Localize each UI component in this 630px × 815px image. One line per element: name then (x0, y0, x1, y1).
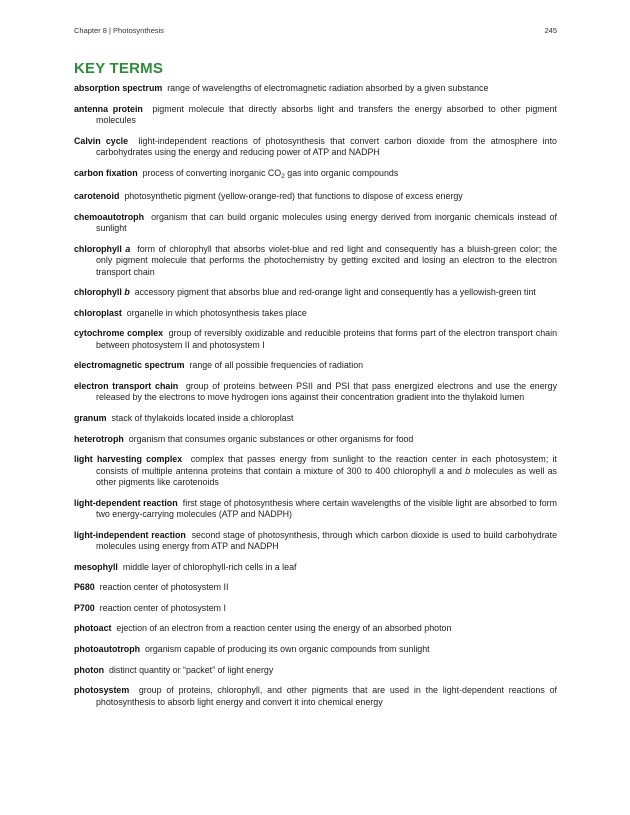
term-definition: photosynthetic pigment (yellow-orange-red) that functions to dispose of excess energy (124, 191, 463, 202)
term-name-italic: b (124, 287, 130, 298)
term-definition: group of proteins, chlorophyll, and other pigments that are used in the light-dependent reactions of photosynthesis to absorb light energy and convert it into chemical energy (96, 685, 557, 707)
term-definition: group of proteins between PSII and PSI that pass energized electrons and use the energy released by the electrons to move hydrogen ions against their concentration gradient into the thylakoid lumen (96, 380, 558, 403)
term-name: light harvesting complex (74, 454, 183, 465)
term-name: light-dependent reaction (74, 497, 178, 508)
chapter-title: Chapter 8 | Photosynthesis (74, 26, 164, 35)
term-name (74, 287, 130, 297)
subscript: 2 (281, 172, 285, 180)
term-name: Calvin cycle (74, 135, 129, 146)
term-electron-transport-chain (74, 381, 557, 404)
term-absorption-spectrum (74, 83, 557, 94)
term-carbon-fixation (74, 168, 557, 182)
key-terms-list (74, 83, 557, 717)
term-name: heterotroph (74, 433, 124, 444)
term-electromagnetic-spectrum (74, 360, 557, 371)
term-chlorophyll-a (74, 244, 557, 278)
term-antenna-protein (74, 104, 557, 127)
term-name-main: chlorophyll (74, 243, 122, 254)
term-name: P680 (74, 582, 95, 593)
term-carotenoid (74, 191, 557, 202)
term-photoautotroph (74, 644, 557, 655)
term-definition: light-independent reactions of photosynthesis that convert carbon dioxide from the atmosphere into carbohydrates using the energy and reducing power of ATP and NADPH (96, 135, 557, 157)
term-definition: pigment molecule that directly absorbs light and transfers the energy absorbed to other pigment molecules (96, 103, 557, 125)
term-name: light-independent reaction (74, 529, 186, 540)
page-number: 245 (544, 26, 557, 35)
term-definition: range of all possible frequencies of radiation (189, 360, 364, 371)
term-definition (143, 168, 399, 178)
term-chlorophyll-b (74, 287, 557, 298)
term-definition: organism that consumes organic substances or other organisms for food (128, 433, 414, 444)
term-definition: second stage of photosynthesis, through which carbon dioxide is used to build carbohydrate molecules using energy from ATP and NADPH (96, 529, 558, 551)
term-name: cytochrome complex (74, 328, 164, 339)
term-cytochrome-complex (74, 328, 557, 351)
term-light-independent-reaction (74, 530, 557, 553)
term-photoact (74, 623, 557, 634)
term-mesophyll (74, 562, 557, 573)
term-name: absorption spectrum (74, 83, 163, 93)
term-definition: stack of thylakoids located inside a chloroplast (111, 412, 294, 423)
term-definition: ejection of an electron from a reaction center using the energy of an absorbed photon (116, 623, 452, 634)
term-name: electron transport chain (74, 380, 179, 391)
term-light-harvesting-complex (74, 454, 557, 488)
definition-part: gas into organic compounds (284, 167, 399, 178)
term-heterotroph (74, 434, 557, 445)
term-definition: organism that can build organic molecules using energy derived from inorganic chemicals instead of sunlight (96, 211, 557, 234)
term-definition: range of wavelengths of electromagnetic radiation absorbed by a given substance (167, 83, 489, 93)
term-definition: group of reversibly oxidizable and reducible proteins that forms part of the electron transport chain between photosystem II and photosystem I (96, 328, 558, 350)
term-definition: accessory pigment that absorbs blue and red-orange light and consequently has a yellowish-green tint (134, 287, 536, 298)
definition-part: process of converting inorganic CO (142, 167, 282, 178)
term-name: chemoautotroph (74, 211, 145, 222)
term-name: P700 (74, 602, 95, 613)
term-p700 (74, 603, 557, 614)
term-definition: form of chlorophyll that absorbs violet-blue and red light and consequently has a bluish-green color; the only pigment molecule that performs the photochemistry by getting excited and losing an electron to the electron transport chain (96, 243, 558, 277)
definition-part: complex that passes energy from sunlight to the reaction center in each photosystem; it consists of multiple antenna proteins that contain a mixture of 300 to 400 chlorophyll a and (96, 454, 557, 476)
term-calvin-cycle (74, 136, 557, 159)
term-p680 (74, 582, 557, 593)
term-chemoautotroph (74, 212, 557, 235)
term-name: photoact (74, 623, 112, 634)
term-chloroplast (74, 308, 557, 319)
term-granum (74, 413, 557, 424)
definition-italic: b (465, 465, 471, 476)
term-name-italic: a (125, 243, 131, 254)
term-definition: organism capable of producing its own organic compounds from sunlight (144, 643, 430, 654)
term-light-dependent-reaction (74, 498, 557, 521)
term-definition: middle layer of chlorophyll-rich cells in a leaf (122, 561, 297, 572)
term-photon (74, 665, 557, 676)
term-definition: first stage of photosynthesis where certain wavelengths of the visible light are absorbed to form two energy-carrying molecules (ATP and NADPH) (96, 497, 558, 519)
term-name (74, 244, 130, 254)
term-name: electromagnetic spectrum (74, 360, 185, 371)
term-definition: organelle in which photosynthesis takes place (126, 307, 307, 318)
section-title: KEY TERMS (74, 60, 164, 77)
term-name: chloroplast (74, 307, 122, 318)
term-name: antenna protein (74, 103, 143, 114)
term-name: granum (74, 412, 107, 423)
definition-part: molecules as well as other pigments like carotenoids (96, 465, 557, 487)
term-name-main: chlorophyll (74, 287, 122, 298)
term-name: photon (74, 664, 105, 675)
term-name: carotenoid (74, 191, 120, 202)
term-photosystem (74, 685, 557, 708)
term-name: photosystem (74, 685, 130, 696)
term-name: mesophyll (74, 561, 118, 572)
term-definition: reaction center of photosystem I (99, 602, 226, 613)
term-definition: distinct quantity or “packet” of light energy (109, 664, 274, 675)
term-name: carbon fixation (74, 167, 138, 178)
term-definition: reaction center of photosystem II (99, 582, 229, 593)
term-name: photoautotroph (74, 643, 141, 654)
